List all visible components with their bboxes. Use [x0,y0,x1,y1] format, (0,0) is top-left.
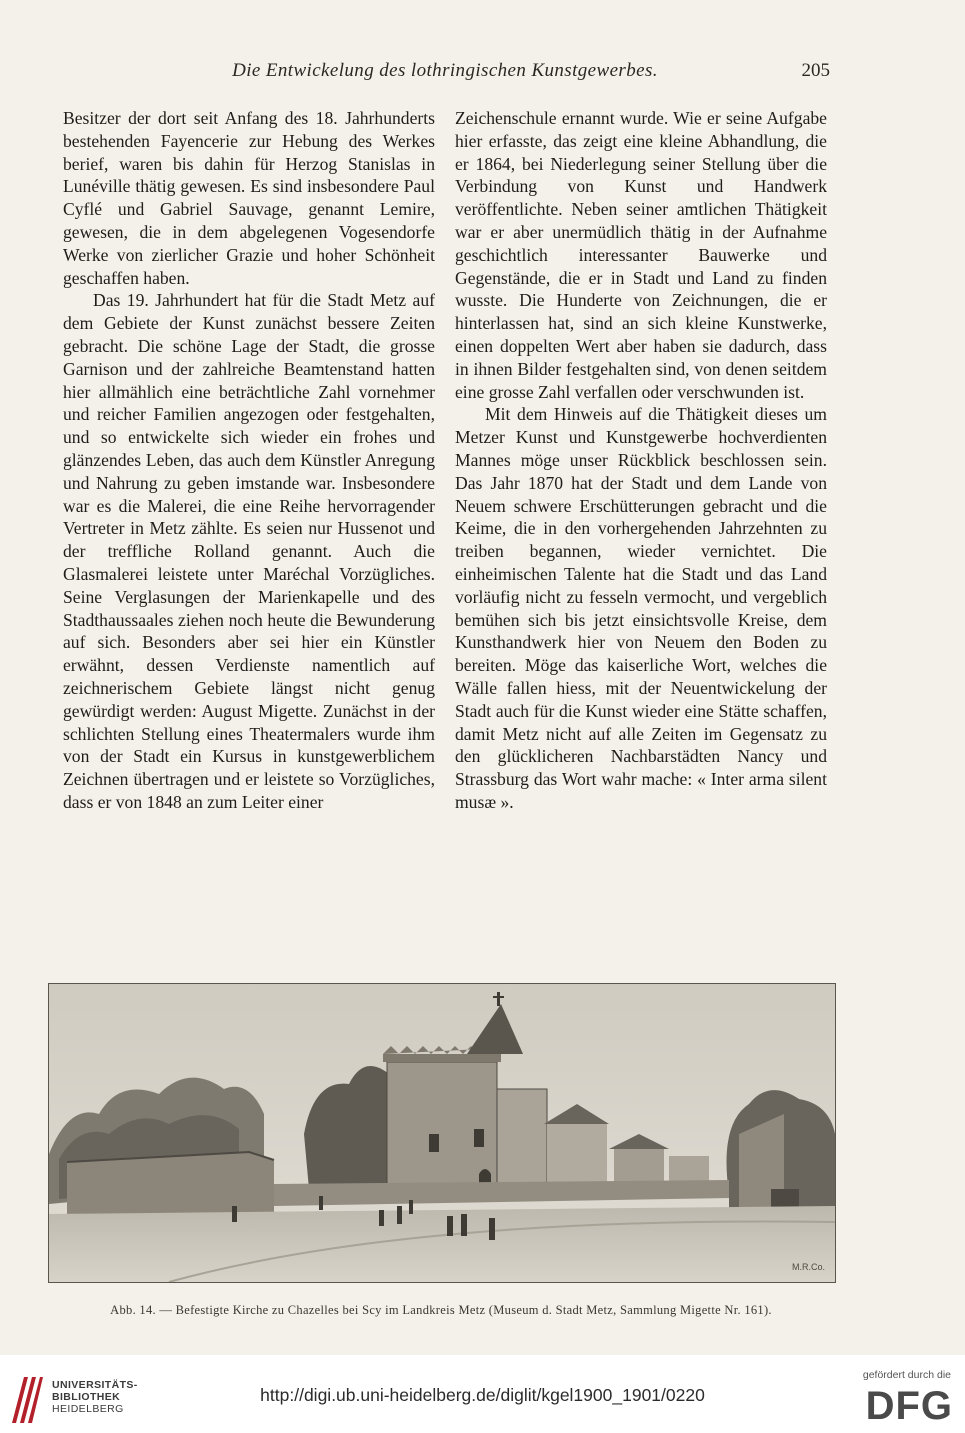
dfg-logo: DFG [865,1384,953,1428]
library-name-line1: UNIVERSITÄTS- [52,1379,138,1391]
paragraph: Das 19. Jahrhundert hat für die Stadt Metz auf dem Gebiete der Kunst zunächst bessere Zeiten gebracht. Die schöne Lage der Stadt, die grosse Garnison und der zahlreiche Beamtenstand hatten hier allmählich eine beträchtliche Zahl vornehmer und reicher Familien angezogen oder festgehalten, und so entwickelte sich wieder ein frohes und glänzendes Leben, das auch dem Künstler Anregung und Nahrung zu geben imstande war. Insbesondere war es die Malerei, die eine Reihe hervorragender Vertreter in Metz zählte. Es seien nur Hussenot und der treffliche Rolland genannt. Auch die Glasmalerei leistete unter Maréchal Vorzügliches. Seine Verglasungen der Marienkapelle und des Stadthaussaales ziehen noch heute die Bewunderung auf sich. Besonders aber sei hier ein Künstler erwähnt, dessen Verdienste namentlich auf zeichnerischem Gebiete längst nicht genug gewürdigt werden: August Migette. Zunächst in der schlichten Stellung eines Theatermalers wurde ihm von der Stadt ein Kursus in kunstgewerblichem Zeichnen übertragen und er leistete so Vorzügliches, dass er von 1848 an zum Leiter einer [63,290,435,812]
engraver-mark: M.R.Co. [791,1262,825,1272]
church-engraving [49,984,835,1282]
running-title: Die Entwickelung des lothringischen Kunstgewerbes. [232,60,658,81]
source-url[interactable]: http://digi.ub.uni-heidelberg.de/diglit/kgel1900_1901/0220 [260,1385,705,1405]
footer [0,1355,965,1433]
text-column-left [63,107,435,814]
running-header [60,60,830,90]
illustration-fortified-church [48,983,836,1283]
paragraph: Zeichenschule ernannt wurde. Wie er seine Aufgabe hier erfasste, das zeigt eine kleine Abhandlung, die er 1864, bei Niederlegung seiner Stellung über die Verbindung von Kunst und Handwerk veröffentlichte. Neben seiner amtlichen Thätigkeit war er aber unermüdlich thätig in der Aufnahme geschichtlich interessanter Bauwerke und Gegenstände, die er in Stadt und Land zu finden wusste. Die Hunderte von Zeichnungen, die er hinterlassen hat, sind an sich kleine Kunstwerke, einen doppelten Wert aber haben sie dadurch, dass in ihnen Bilder festgehalten sind, von denen seitdem eine grosse Zahl verfallen oder verschwunden ist. [455,108,827,402]
library-name-line3: HEIDELBERG [52,1403,124,1415]
library-name-line2: BIBLIOTHEK [52,1391,121,1403]
figure-caption: Abb. 14. — Befestigte Kirche zu Chazelles bei Scy im Landkreis Metz (Museum d. Stadt Metz, Sammlung Migette Nr. 161). [110,1303,772,1317]
paragraph: Besitzer der dort seit Anfang des 18. Jahrhunderts bestehenden Fayencerie zur Hebung des Werkes berief, waren bis dahin für Herzog Stanislas in Lunéville thätig gewesen. Es sind insbesondere Paul Cyflé und Gabriel Sauvage, genannt Lemire, gewesen, die in dem abgelegenen Vogesendorfe Werke von zierlicher Grazie und hoher Schönheit geschaffen haben. [63,108,435,288]
paragraph: Mit dem Hinweis auf die Thätigkeit dieses um Metzer Kunst und Kunstgewerbe hochverdienten Mannes möge unser Rückblick beschlossen sein. Das Jahr 1870 hat der Stadt und dem Lande von Neuem schwere Erschütterungen gebracht und die Keime, die in den vorhergehenden Jahrzehnten zu treiben begannen, wieder vernichtet. Die einheimischen Talente hat die Stadt und das Land vorläufig nicht zu fesseln vermocht, und vergeblich bemühen sich bis jetzt einsichtsvolle Kreise, dem Kunsthandwerk hier von Neuem den Boden zu bereiten. Möge das kaiserliche Wort, welches die Wälle fallen hiess, mit der Neuentwickelung der Stadt auch für die Kunst wieder eine Stätte schaffen, damit Metz nicht auf alle Zeiten im Gegensatz zu den glücklicheren Nachbarstädten Nancy und Strassburg das Wort wahr mache: « Inter arma silent musæ ». [455,404,827,812]
funder-note: gefördert durch die [862,1369,951,1381]
page-number: 205 [801,60,830,81]
text-column-right [455,107,827,814]
